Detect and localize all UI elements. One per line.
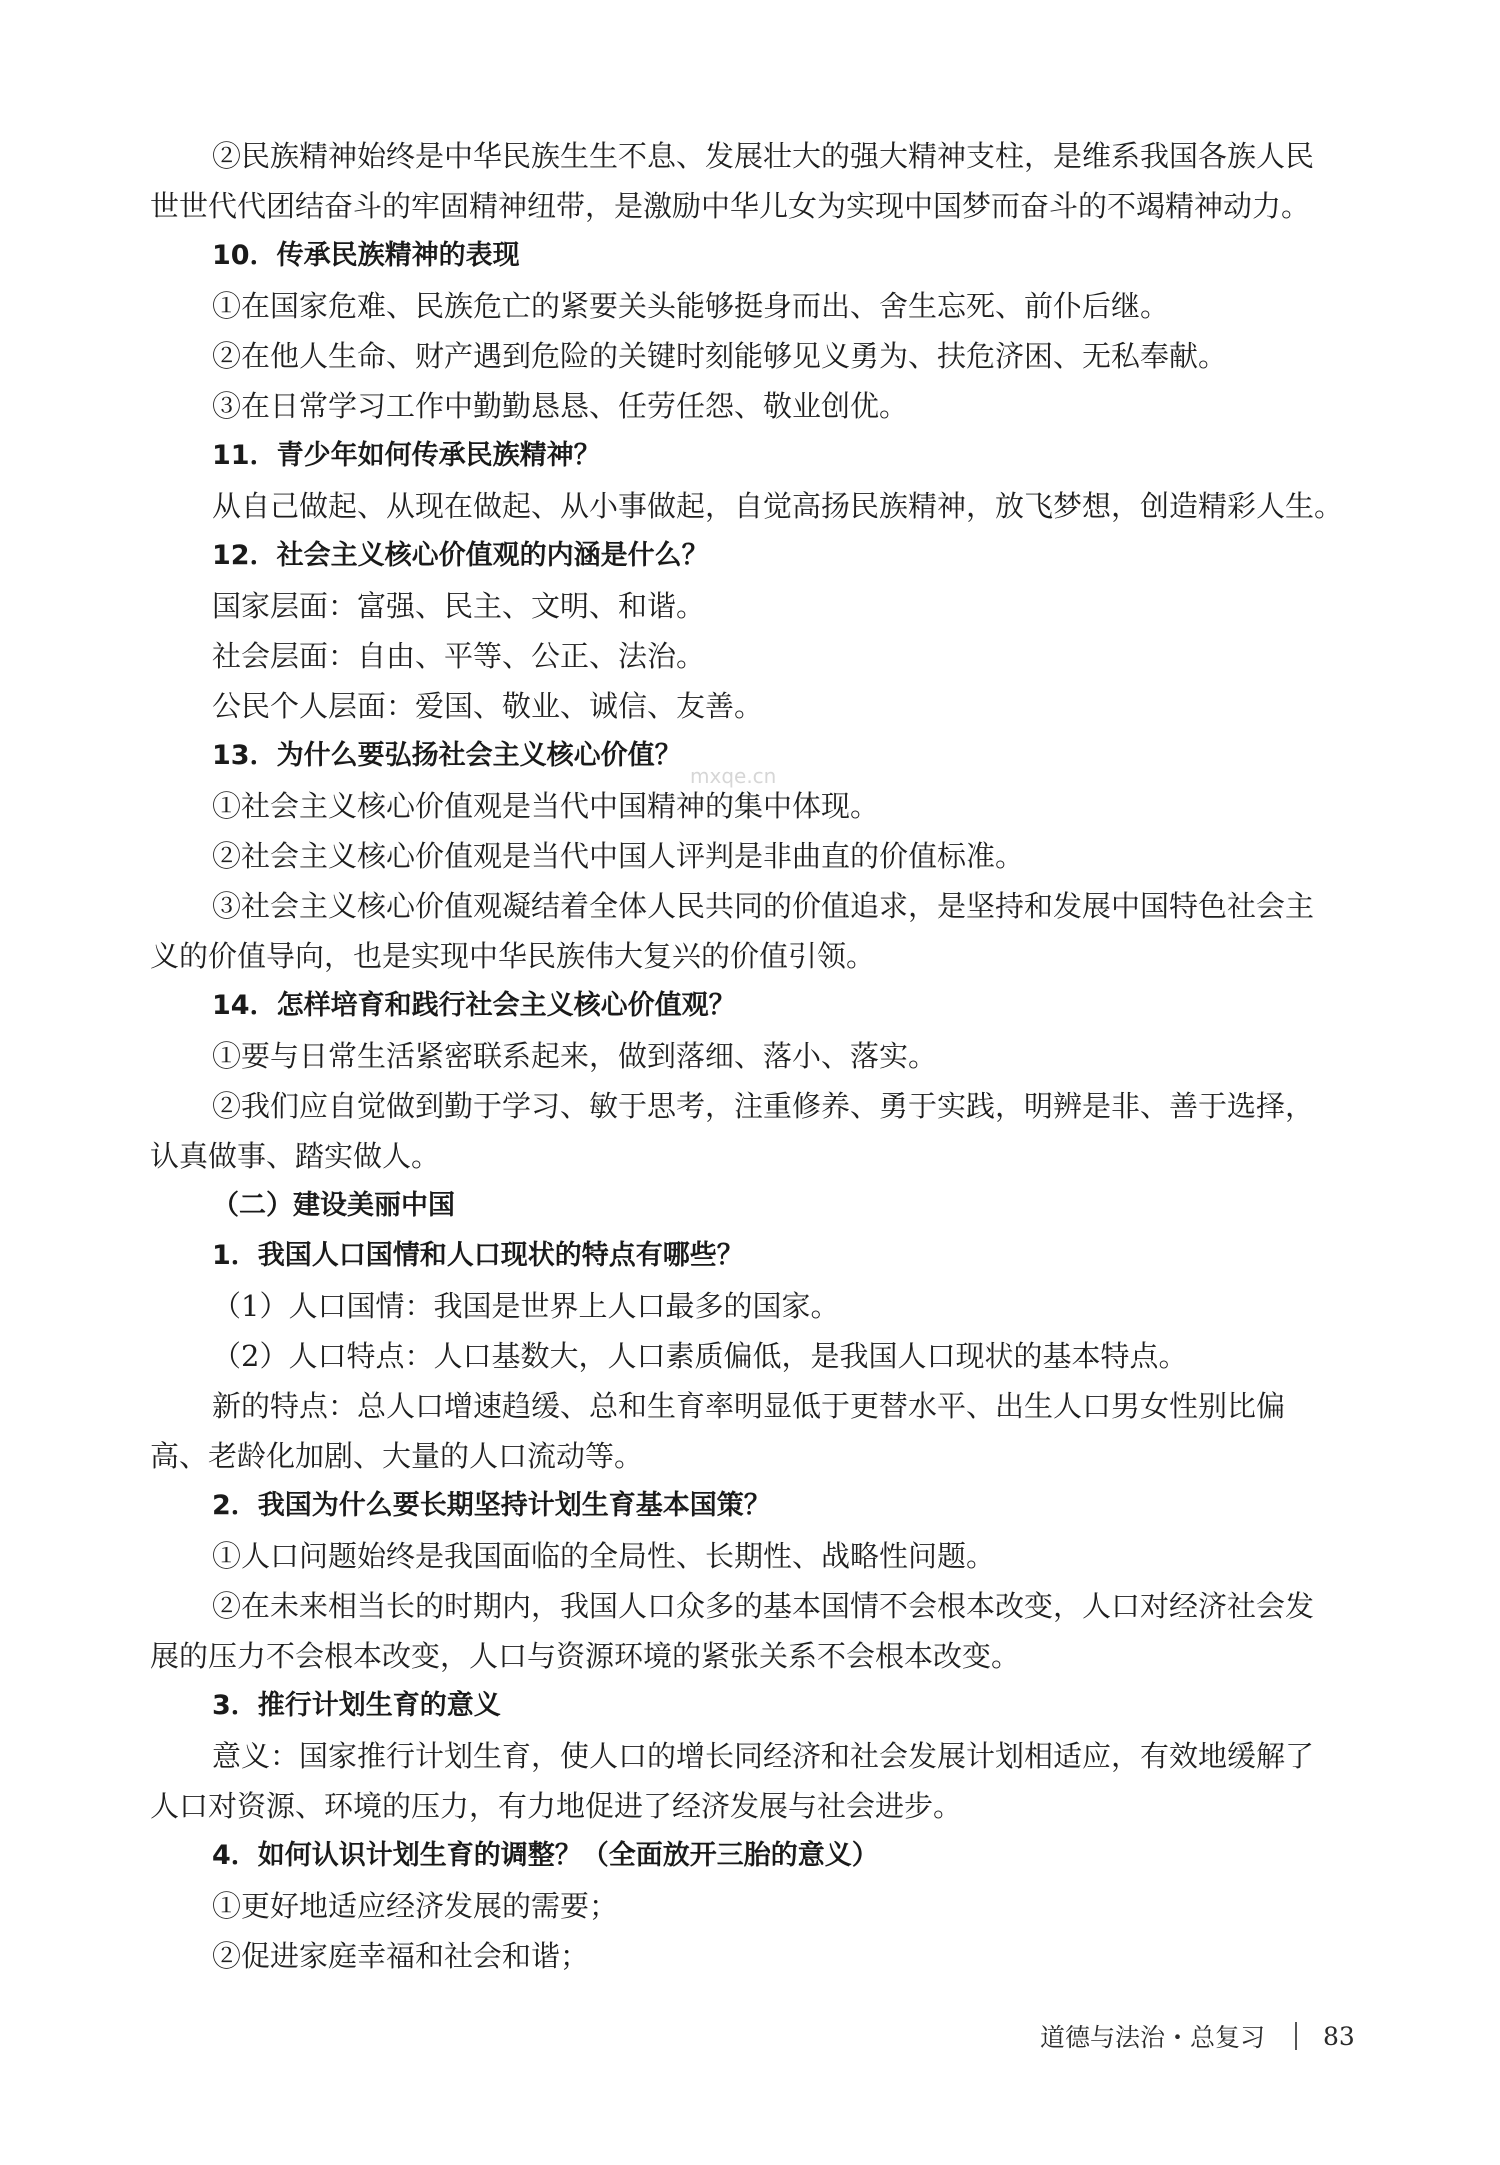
paragraph-line: 人口对资源、环境的压力，有力地促进了经济发展与社会进步。 bbox=[150, 1789, 963, 1823]
paragraph-line: 认真做事、踏实做人。 bbox=[150, 1139, 441, 1173]
paragraph-line: ①人口问题始终是我国面临的全局性、长期性、战略性问题。 bbox=[212, 1539, 996, 1573]
watermark: mxqe.cn bbox=[690, 764, 777, 788]
paragraph-line: （2）人口特点：人口基数大，人口素质偏低，是我国人口现状的基本特点。 bbox=[212, 1339, 1188, 1373]
section-heading-1: 1．我国人口国情和人口现状的特点有哪些？ bbox=[212, 1240, 744, 1271]
paragraph-line: ①要与日常生活紧密联系起来，做到落细、落小、落实。 bbox=[212, 1039, 938, 1073]
paragraph-line: ②民族精神始终是中华民族生生不息、发展壮大的强大精神支柱，是维系我国各族人民 bbox=[212, 139, 1315, 173]
footer-book-title: 道德与法治・总复习 bbox=[1040, 2023, 1266, 2052]
paragraph-line: ①社会主义核心价值观是当代中国精神的集中体现。 bbox=[212, 789, 880, 823]
paragraph-line: ②在未来相当长的时期内，我国人口众多的基本国情不会根本改变，人口对经济社会发 bbox=[212, 1589, 1315, 1623]
paragraph-line: ③在日常学习工作中勤勤恳恳、任劳任怨、敬业创优。 bbox=[212, 389, 909, 423]
paragraph-line: 社会层面：自由、平等、公正、法治。 bbox=[212, 639, 706, 673]
paragraph-line: ①在国家危难、民族危亡的紧要关头能够挺身而出、舍生忘死、前仆后继。 bbox=[212, 289, 1170, 323]
footer-divider bbox=[1295, 2022, 1297, 2050]
paragraph-line: ②我们应自觉做到勤于学习、敏于思考，注重修养、勇于实践，明辨是非、善于选择， bbox=[212, 1089, 1315, 1123]
page-footer bbox=[1040, 2016, 1355, 2056]
paragraph-line: 义的价值导向，也是实现中华民族伟大复兴的价值引领。 bbox=[150, 939, 876, 973]
chapter-heading: （二）建设美丽中国 bbox=[212, 1190, 455, 1221]
section-heading-11: 11．青少年如何传承民族精神？ bbox=[212, 440, 601, 471]
paragraph-line: 世世代代团结奋斗的牢固精神纽带，是激励中华儿女为实现中国梦而奋斗的不竭精神动力。 bbox=[150, 189, 1311, 223]
paragraph-line: ①更好地适应经济发展的需要； bbox=[212, 1889, 619, 1923]
paragraph-line: ③社会主义核心价值观凝结着全体人民共同的价值追求，是坚持和发展中国特色社会主 bbox=[212, 889, 1315, 923]
section-heading-12: 12．社会主义核心价值观的内涵是什么？ bbox=[212, 540, 709, 571]
section-heading-13: 13．为什么要弘扬社会主义核心价值？ bbox=[212, 740, 682, 771]
paragraph-line: 意义：国家推行计划生育，使人口的增长同经济和社会发展计划相适应，有效地缓解了 bbox=[212, 1739, 1315, 1773]
paragraph-line: ②在他人生命、财产遇到危险的关键时刻能够见义勇为、扶危济困、无私奉献。 bbox=[212, 339, 1228, 373]
section-heading-10: 10．传承民族精神的表现 bbox=[212, 240, 520, 271]
paragraph-line: 展的压力不会根本改变，人口与资源环境的紧张关系不会根本改变。 bbox=[150, 1639, 1021, 1673]
paragraph-line: 国家层面：富强、民主、文明、和谐。 bbox=[212, 589, 706, 623]
paragraph-line: ②社会主义核心价值观是当代中国人评判是非曲直的价值标准。 bbox=[212, 839, 1025, 873]
paragraph-line: ②促进家庭幸福和社会和谐； bbox=[212, 1939, 590, 1973]
page-number: 83 bbox=[1323, 2021, 1355, 2051]
paragraph-line: （1）人口国情：我国是世界上人口最多的国家。 bbox=[212, 1289, 840, 1323]
section-heading-14: 14．怎样培育和践行社会主义核心价值观？ bbox=[212, 990, 736, 1021]
section-heading-3: 3．推行计划生育的意义 bbox=[212, 1690, 501, 1721]
paragraph-line: 从自己做起、从现在做起、从小事做起，自觉高扬民族精神，放飞梦想，创造精彩人生。 bbox=[212, 489, 1344, 523]
section-heading-2: 2．我国为什么要长期坚持计划生育基本国策？ bbox=[212, 1490, 771, 1521]
section-heading-4: 4．如何认识计划生育的调整？（全面放开三胎的意义） bbox=[212, 1840, 879, 1871]
paragraph-line: 高、老龄化加剧、大量的人口流动等。 bbox=[150, 1439, 644, 1473]
paragraph-line: 公民个人层面：爱国、敬业、诚信、友善。 bbox=[212, 689, 764, 723]
paragraph-line: 新的特点：总人口增速趋缓、总和生育率明显低于更替水平、出生人口男女性别比偏 bbox=[212, 1389, 1286, 1423]
